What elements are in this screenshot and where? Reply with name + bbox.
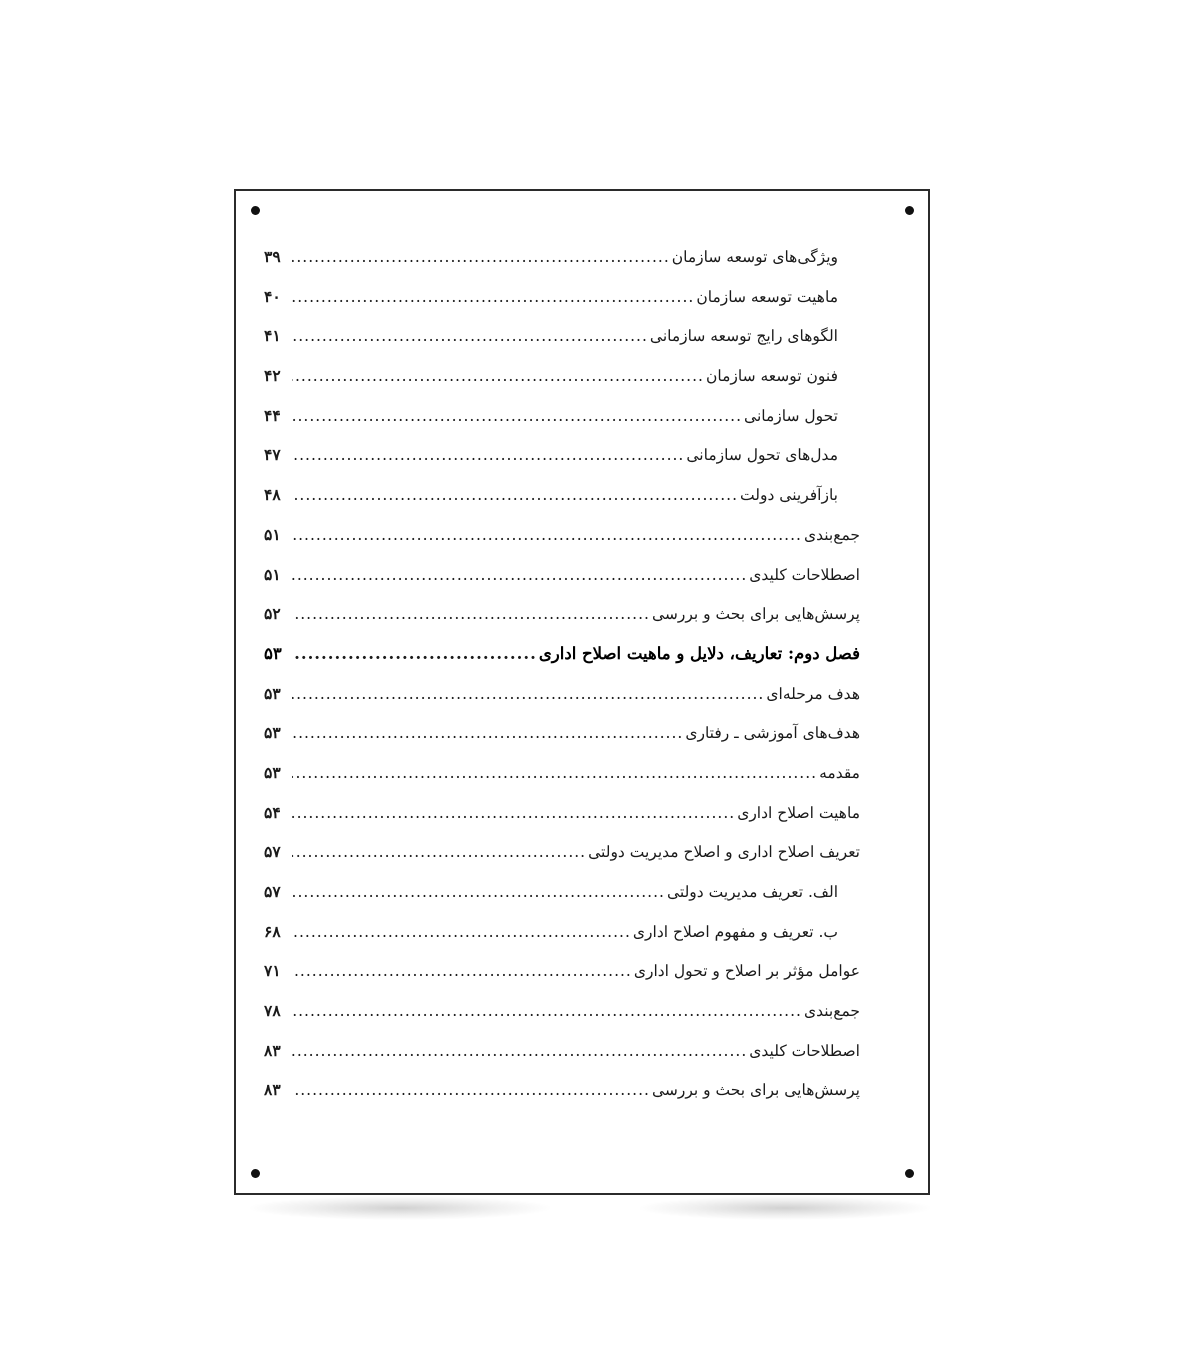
toc-entry <box>264 247 860 287</box>
toc-entry <box>264 406 860 446</box>
toc-entry-page-number: ۵۴ <box>264 802 281 822</box>
toc-entry-page-number: ۴۲ <box>264 366 281 386</box>
toc-dot-leader <box>292 486 738 504</box>
toc-entry-title: تحول سازمانی <box>744 406 838 425</box>
toc-entry-page-number: ۵۷ <box>264 842 281 862</box>
toc-dot-leader <box>292 327 648 345</box>
toc-entry-page-number: ۵۷ <box>264 882 281 901</box>
toc-entry-title: مدل‌های تحول سازمانی <box>686 446 838 465</box>
toc-entry <box>264 525 860 565</box>
toc-dot-leader <box>292 288 694 306</box>
toc-dot-leader <box>292 685 764 703</box>
toc-entry <box>264 961 860 1001</box>
toc-entry-title: مقدمه <box>819 763 860 782</box>
corner-dot-icon <box>251 206 260 215</box>
toc-entry-title: جمع‌بندی <box>803 525 860 544</box>
toc-entry <box>264 842 860 882</box>
toc-entry-page-number: ۴۰ <box>264 286 281 306</box>
toc-dot-leader <box>292 367 704 385</box>
toc-entry-page-number: ۵۳ <box>264 683 281 703</box>
toc-entry <box>264 1041 860 1081</box>
toc-entry <box>264 922 860 962</box>
toc-entry <box>264 882 860 922</box>
toc-entry-title: تعریف اصلاح اداری و اصلاح مدیریت دولتی <box>588 843 860 862</box>
toc-entry-page-number: ۴۷ <box>264 445 281 465</box>
toc-dot-leader <box>292 566 747 584</box>
toc-dot-leader <box>292 962 632 980</box>
toc-entry-title: عوامل مؤثر بر اصلاح و تحول اداری <box>633 962 860 981</box>
toc-entry-title: هدف مرحله‌ای <box>766 684 860 703</box>
page-shadow-left <box>250 1196 550 1220</box>
toc-entry-page-number: ۳۹ <box>264 247 281 266</box>
toc-entry-page-number: ۷۱ <box>264 961 281 981</box>
toc-entry-page-number: ۴۸ <box>264 485 281 505</box>
toc-entry <box>264 287 860 327</box>
page-shadow-right <box>640 1196 930 1220</box>
toc-entry-page-number: ۵۱ <box>264 524 281 544</box>
toc-entry-page-number: ۸۳ <box>264 1080 281 1100</box>
toc-entry-page-number: ۵۱ <box>264 564 281 584</box>
toc-dot-leader <box>292 923 631 941</box>
toc-entry-title: هدف‌های آموزشی ـ رفتاری <box>685 724 860 743</box>
toc-entry-page-number: ۸۳ <box>264 1040 281 1060</box>
corner-dot-icon <box>251 1169 260 1178</box>
toc-dot-leader <box>292 248 670 266</box>
toc-dot-leader <box>292 764 817 782</box>
toc-entry-page-number: ۴۱ <box>264 326 281 346</box>
toc-entry-title: اصطلاحات کلیدی <box>749 565 860 584</box>
toc-entry-page-number: ۵۳ <box>264 643 282 663</box>
toc-entry-page-number: ۵۲ <box>264 604 281 624</box>
toc-entry <box>264 445 860 485</box>
toc-entry-title: الف. تعریف مدیریت دولتی <box>666 883 838 901</box>
toc-dot-leader <box>292 644 537 663</box>
toc-dot-leader <box>292 883 665 901</box>
toc-entry-page-number: ۵۳ <box>264 723 281 743</box>
toc-entry <box>264 723 860 763</box>
toc-entry-page-number: ۵۳ <box>264 762 281 782</box>
toc-entry-title: جمع‌بندی <box>803 1002 860 1021</box>
toc-entry <box>264 1080 860 1120</box>
toc-entry-title: فنون توسعه سازمان <box>705 367 838 386</box>
toc-entry-title: ب. تعریف و مفهوم اصلاح اداری <box>632 922 838 941</box>
toc-entry-page-number: ۶۸ <box>264 921 281 941</box>
toc-entry-title: ویژگی‌های توسعه سازمان <box>671 248 838 266</box>
toc-entry-title: اصطلاحات کلیدی <box>749 1041 860 1060</box>
toc-entry-title: بازآفرینی دولت <box>740 486 838 505</box>
toc-entry <box>264 565 860 605</box>
toc-dot-leader <box>292 1002 802 1020</box>
toc-entry-title: پرسش‌هایی برای بحث و بررسی <box>651 605 860 624</box>
toc-dot-leader <box>292 843 586 861</box>
page-frame <box>234 189 930 1195</box>
toc-dot-leader <box>292 446 684 464</box>
toc-entry <box>264 684 860 724</box>
toc-entry-title: الگوهای رایج توسعه سازمانی <box>649 327 838 346</box>
toc-dot-leader <box>292 407 742 425</box>
toc-entry-title: پرسش‌هایی برای بحث و بررسی <box>651 1081 860 1100</box>
toc-entry <box>264 1001 860 1041</box>
table-of-contents <box>264 247 860 1120</box>
toc-entry-page-number: ۷۸ <box>264 1001 281 1021</box>
toc-entry-page-number: ۴۴ <box>264 405 281 425</box>
toc-chapter-heading <box>264 644 860 684</box>
toc-entry-title: ماهیت توسعه سازمان <box>696 287 838 306</box>
corner-dot-icon <box>905 1169 914 1178</box>
corner-dot-icon <box>905 206 914 215</box>
toc-entry <box>264 763 860 803</box>
toc-entry <box>264 485 860 525</box>
toc-entry <box>264 326 860 366</box>
toc-dot-leader <box>292 1042 747 1060</box>
toc-dot-leader <box>292 1081 650 1099</box>
toc-dot-leader <box>292 724 683 742</box>
toc-entry <box>264 803 860 843</box>
toc-dot-leader <box>292 804 735 822</box>
toc-entry-title: ماهیت اصلاح اداری <box>737 803 860 822</box>
toc-entry-title: فصل دوم: تعاریف، دلایل و ماهیت اصلاح اداری <box>538 643 860 663</box>
toc-dot-leader <box>292 605 650 623</box>
toc-entry <box>264 366 860 406</box>
toc-entry <box>264 604 860 644</box>
toc-dot-leader <box>292 526 802 544</box>
